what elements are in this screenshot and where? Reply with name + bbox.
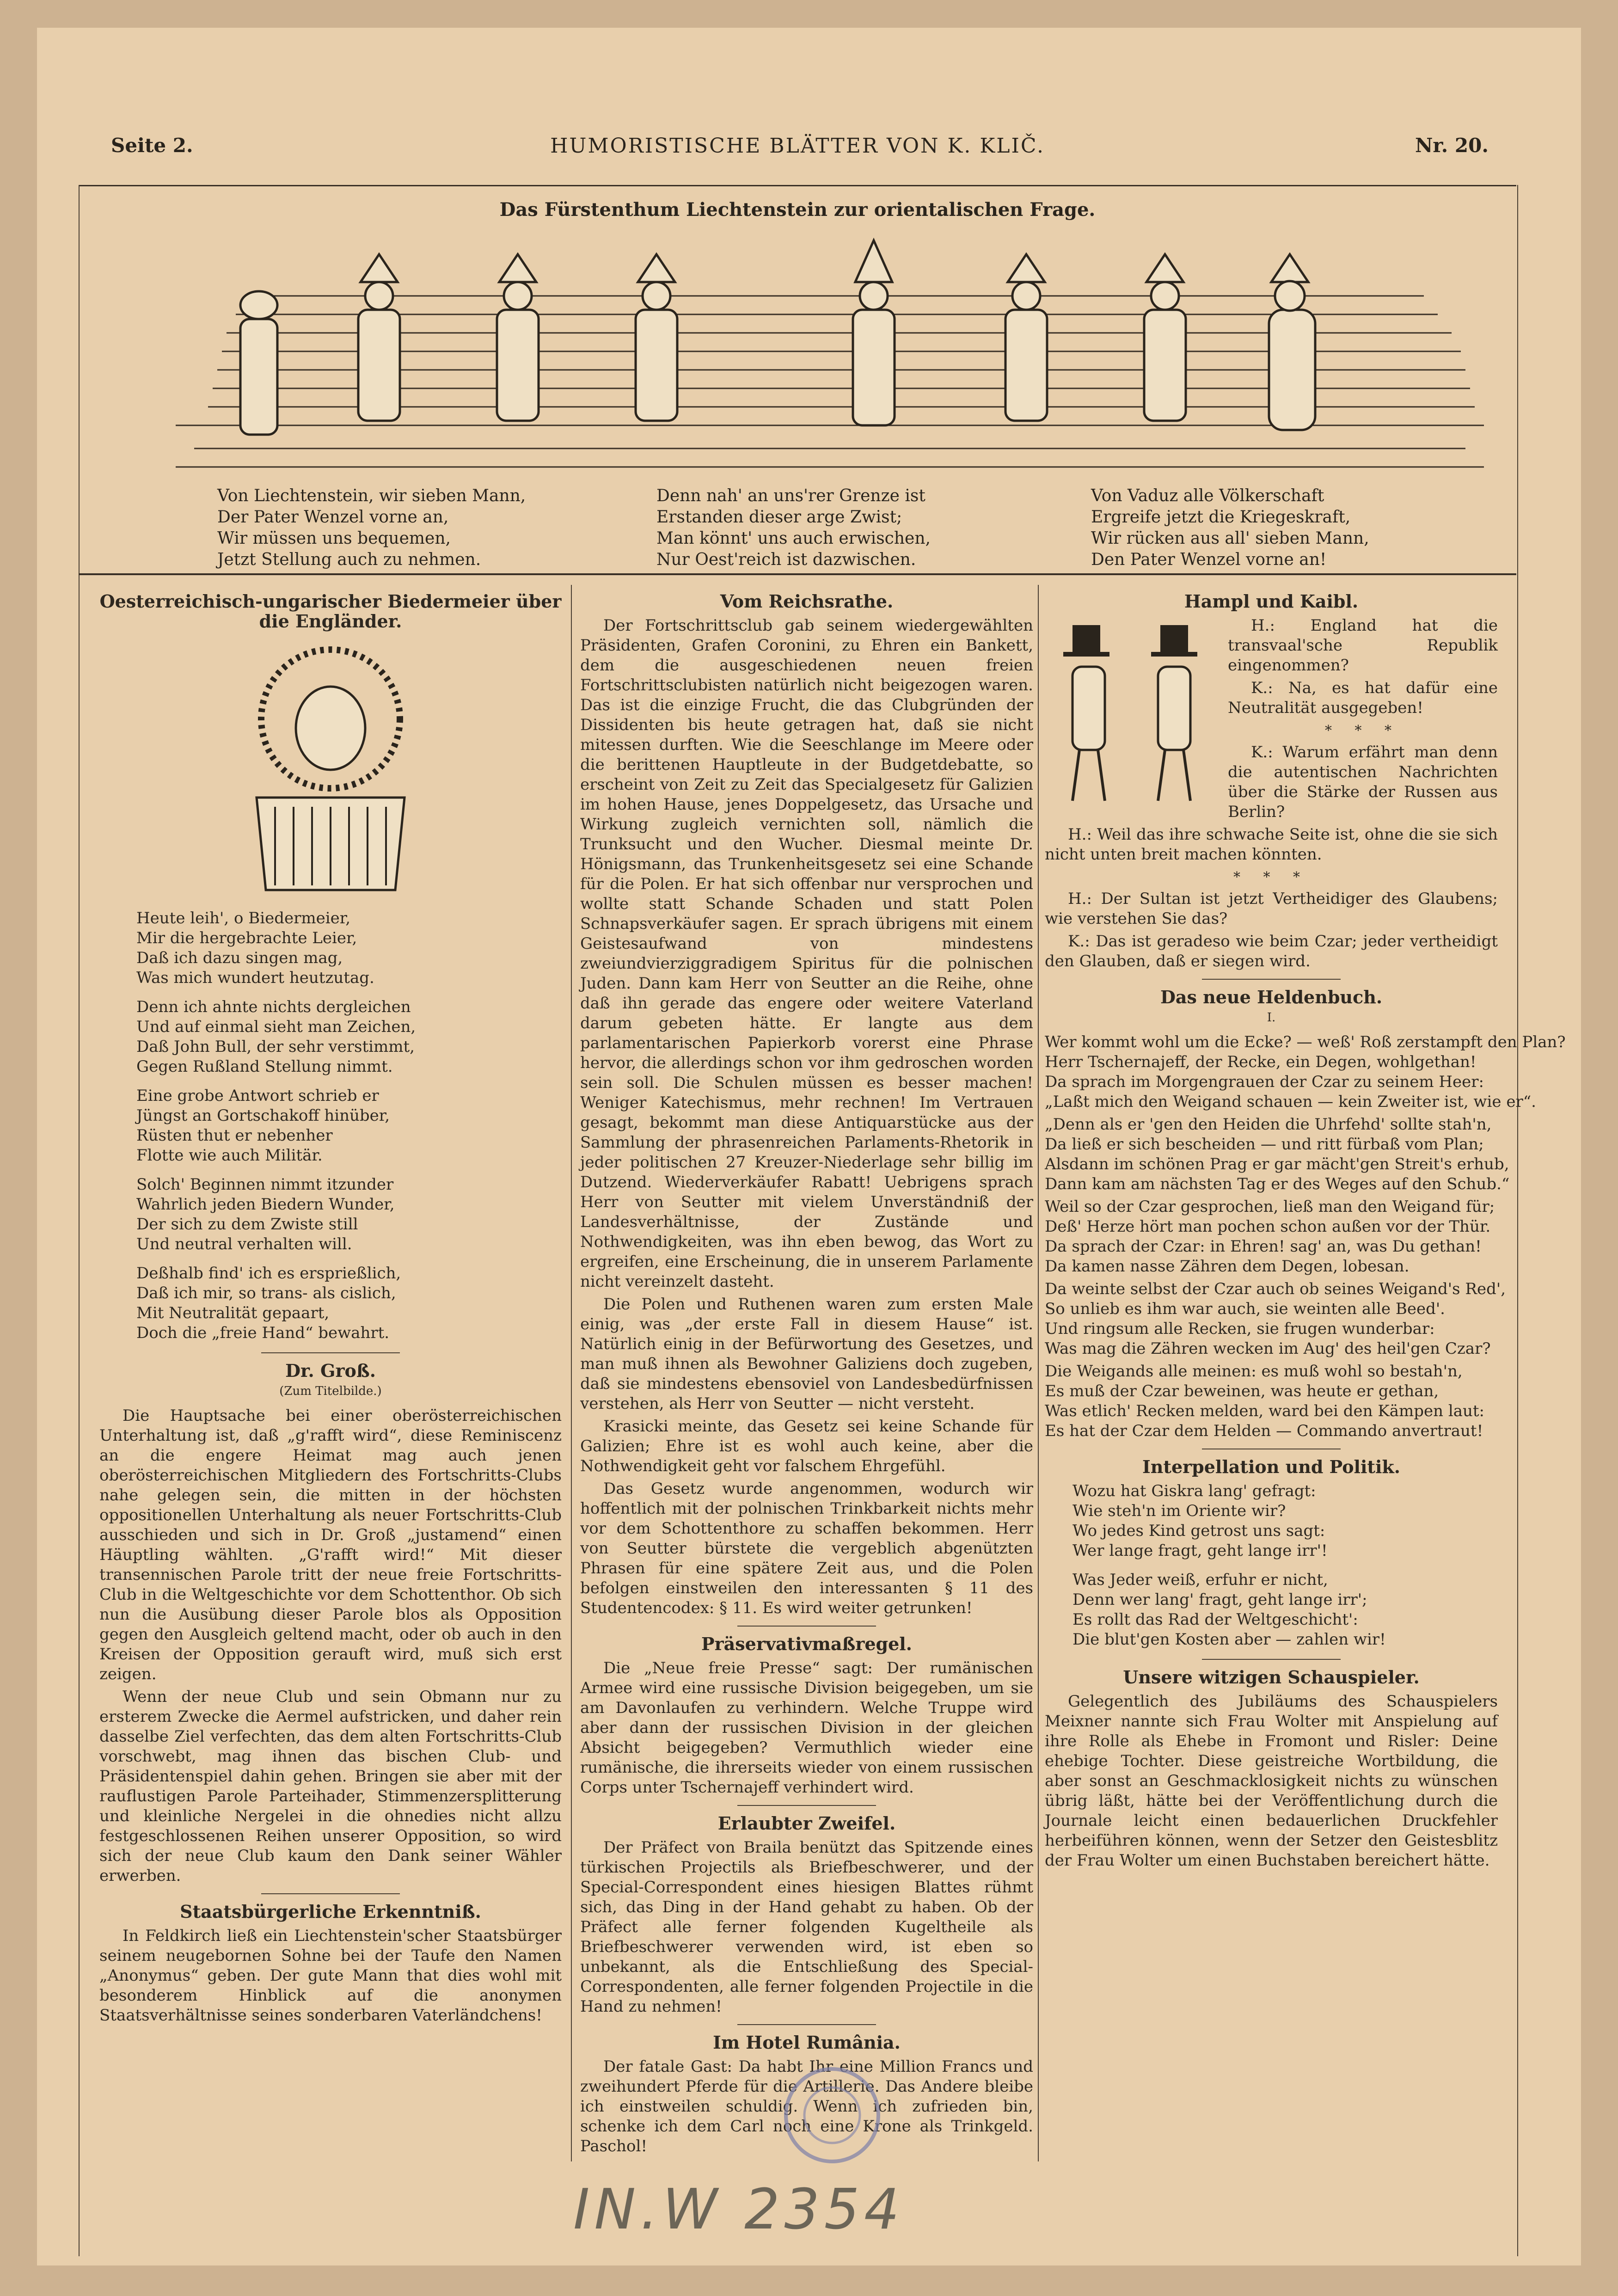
- article-heading: Oesterreichisch-ungarischer Biedermeier über die Engländer.: [99, 591, 562, 632]
- cartoon-verse-1: Von Liechtenstein, wir sieben Mann, Der Pater Wenzel vorne an, Wir müssen uns bequemen, Jetzt Stellung auch zu nehmen.: [217, 486, 526, 569]
- asterism: * * *: [1233, 869, 1310, 885]
- paragraph: Die „Neue freie Presse“ sagt: Der rumänischen Armee wird eine russische Division beigegeben, um sie am Davonlaufen zu verhindern. Welche Truppe wird aber dann der russischen Division in der gleichen Absicht beigegeben? Vermuthlich wieder eine rumänische, die ihrerseits wieder von einem russischen Corps unter Tschernajeff verhindert wird.: [580, 1659, 1033, 1797]
- paragraph: Die Polen und Ruthenen waren zum ersten Male einig, was „der erste Fall in diesem Hause“ ist. Natürlich einig in der Befürwortung des Gesetzes, und man muß ihnen als Bewohner Galiziens doch zugeben, daß sie mindestens ebensoviel von Landesbedürfnissen verstehen, als Herr von Seutter — nicht versteht.: [580, 1295, 1033, 1413]
- dialogue-line: H.: Der Sultan ist jetzt Vertheidiger des Glaubens; wie verstehen Sie das?: [1045, 890, 1498, 928]
- column-2: [580, 585, 1033, 2159]
- handwritten-shelfmark: IN.W 2354: [573, 2178, 904, 2242]
- paragraph: In Feldkirch ließ ein Liechtenstein'scher Staatsbürger seinem neugebornen Sohne bei der Taufe den Namen „Anonymus“ geben. Der gute Mann that dies wohl mit besonderem Hinblick auf die anonymen Staatsverhältnisse seines sonderbaren Vaterländchens!: [99, 1927, 562, 2025]
- column-3: [1045, 585, 1510, 1873]
- poem-stanza: Denn ich ahnte nichts dergleichen Und auf einmal sieht man Zeichen, Daß John Bull, der sehr verstimmt, Gegen Rußland Stellung nimmt.: [136, 998, 416, 1076]
- separator: [1202, 1659, 1341, 1660]
- paragraph: Das Gesetz wurde angenommen, wodurch wir hoffentlich mit der polnischen Trinkbarkeit nichts mehr vor dem Schottenthore zu schaffen bekommen. Herr von Seutter bürstete die vergeblich abgenützten Phrasen für eine spätere Zeit aus, und die Polen befolgen einstweilen den interessanten § 11 des Studentencodex: § 11. Es wird weiter getrunken!: [580, 1480, 1033, 1617]
- paragraph: Der fatale Gast: Da habt Ihr eine Million Francs und zweihundert Pferde für die Artillerie. Das Andere bleibe ich einstweilen schuldig. Wenn ich zufrieden bin, schenke ich dem Carl noch eine Krone als Trinkgeld. Paschol!: [580, 2057, 1033, 2155]
- poem-stanza: Eine grobe Antwort schrieb er Jüngst an Gortschakoff hinüber, Rüsten thut er nebenher Flotte wie auch Militär.: [136, 1087, 390, 1165]
- dialogue-line: K.: Warum erfährt man denn die autentischen Nachrichten über die Stärke der Russen aus Berlin?: [1228, 743, 1498, 821]
- masthead: HUMORISTISCHE BLÄTTER VON K. KLIČ.: [550, 134, 1045, 158]
- hampl-kaibl-illustration: [1045, 616, 1220, 810]
- cartoon-verse-3: Von Vaduz alle Völkerschaft Ergreife jetzt die Kriegeskraft, Wir rücken aus all' sieben Mann, Den Pater Wenzel vorne an!: [1091, 486, 1369, 569]
- paragraph: Gelegentlich des Jubiläums des Schauspielers Meixner nannte sich Frau Wolter mit Anspielung auf ihre Rolle als Ehebe in Fromont und Risler: Deine ehebige Tochter. Diese geistreiche Wortbildung, die aber sonst an Geschmacklosigkeit nichts zu wünschen übrig läßt, hätte bei der Veröffentlichung durch die Journale leicht einen bedauerlichen Druckfehler herbeiführen können, wenn der Setzer den Geistesblitz der Frau Wolter um einen Buchstaben bereichert hätte.: [1045, 1692, 1498, 1870]
- dialogue-line: H.: England hat die transvaal'sche Republik eingenommen?: [1228, 616, 1498, 675]
- issue-number: Nr. 20.: [1415, 134, 1489, 157]
- poem-stanza: Solch' Beginnen nimmt itzunder Wahrlich jeden Biedern Wunder, Der sich zu dem Zwiste still Und neutral verhalten will.: [136, 1175, 395, 1253]
- heldenbuch-stanza: Die Weigands alle meinen: es muß wohl so bestah'n, Es muß der Czar beweinen, was heute er gethan, Was etlich' Recken melden, ward bei den Kämpen laut: Es hat der Czar dem Helden — Commando anvertraut!: [1045, 1362, 1484, 1440]
- article-heading: Hampl und Kaibl.: [1184, 591, 1359, 612]
- heldenbuch-stanza: Wer kommt wohl um die Ecke? — weß' Roß zerstampft Herr Tschernajeff, der Recke, ein Degen, wohlgethan! Da sprach im Morgengrauen der Czar zu seinem Heer: „Laßt mich den Weigand schauen — kein Zweiter ist, wie: [1045, 1033, 1502, 1111]
- heldenbuch-stanza: „Denn als er 'gen den Heiden die Uhrfehd' sollte stah'n, Da ließ er sich bescheiden — und ritt fürbaß vom Plan; Alsdann im schönen Prag er gar mächt'gen Streit's erhub, Dann kam am nächsten Tag er des Weges auf den Schub.“: [1045, 1115, 1510, 1193]
- page-number: Seite 2.: [111, 134, 193, 157]
- dialogue-line: K.: Na, es hat dafür eine Neutralität ausgegeben!: [1228, 679, 1498, 717]
- accordion-player-illustration: [201, 640, 460, 899]
- page-header: [79, 125, 1516, 186]
- separator: [737, 1805, 876, 1806]
- paragraph: Der Fortschrittsclub gab seinem wiedergewählten Präsidenten, Grafen Coronini, zu Ehren ein Bankett, dem die ausgeschiedenen neuen freien Fortschrittsclubisten natürlich nicht beigezogen waren. Das ist die einzige Frucht, die das Clubgründen der Dissidenten bis heute getragen hat, daß sie nicht mitessen durften. Wie die Seeschlange im Meere oder die berittenen Hauptleute in der Budgetdebatte, so erscheint von Zeit zu Zeit das Specialgesetz für Galizien im hohen Hause, jenes Doppelgesetz, das Ursache und Wirkung zugleich vernichten soll, nämlich die Trunksucht und den Wucher. Diesmal meinte Dr. Hönigsmann, das Trunkenheitsgesetz sei eine Schande für die Polen. Er hat sich offenbar nur versprochen und wollte statt Schande Schaden und statt Polen Schnapsverkäufer sagen. Er sprach übrigens mit einem Geistesaufwand von mindestens zweiundvierziggradigem Spiritus für die polnischen Juden. Dann kam Herr von Seutter an die Reihe, ohne daß ihn gerade das engere oder weitere Vaterland darum gebeten hätte. Er langte aus dem parlamentarischen Papierkorb vorerst eine Phrase hervor, die allerdings schon vor ihm gedroschen worden sein soll. Die Schulen müssen es besser machen! Weniger Katechismus, mehr rechnen! Im Vertrauen gesagt, bekommt man diese Antiquarstücke aus der Sammlung der phrasenreichen Parlaments-Rhetorik in jeder politischen 27 Kreuzer-Niederlage sehr billig im Dutzend. Wiederverkäufer Rabatt! Uebrigens sprach Herr von Seutter mit vielem Unverständniß der Landesverhältnisse, der Zustände und Nothwendigkeiten, was ihn eben bewog, das Wort zu ergreifen, eine Erscheinung, die in unserem Parlamente nicht vereinzelt dasteht.: [580, 616, 1033, 1291]
- column-rule-2: [1038, 585, 1039, 2161]
- soldiers-illustration: [176, 231, 1484, 490]
- paragraph: Die Hauptsache bei einer oberösterreichischen Unterhaltung ist, daß „g'rafft wird“, diese Reminiscenz an die engere Heimat mag auch jenen oberösterreichischen Mitgliedern des Fortschritts-Clubs nahe gelegen sein, die mitten in der höchsten oppositionellen Unterhaltung als neuer Fortschritts-Club ausschieden und sich in Dr. Groß „justamend“ einen Häuptling wählten. „G'rafft wird!“ Mit dieser transennischen Parole tritt der neue freie Fortschritts-Club in die Weltgeschichte vor dem Schottenthor. Ob sich nun die Ausübung dieser Parole blos als Opposition gegen den Ausgleich geltend macht, oder ob auch in den Kreisen der Opposition gerauft wird, muß sich erst zeigen.: [99, 1406, 562, 1683]
- dialogue-line: K.: Das ist geradeso wie beim Czar; jeder vertheidigt den Glauben, daß er siegen wird.: [1045, 932, 1498, 970]
- column-rule-1: [571, 585, 572, 2161]
- paragraph: Wenn der neue Club und sein Obmann nur zu ersterem Zwecke die Aermel aufstricken, und daher rein dasselbe Ziel verfechten, das dem alten Fortschritts-Club vorschwebt, mag ihnen das bischen Club- und Präsidentenspiel dahin gehen. Bringen sie aber mit der rauflustigen Parole Parteihader, Stimmenzersplitterung und kleinliche Nergelei in die ohnedies nicht allzu festgeschlossenen Reihen unserer Opposition, so wird sich der neue Club kaum den Dank seiner Wähler erwerben.: [99, 1688, 562, 1885]
- dialogue-line: H.: Weil das ihre schwache Seite ist, ohne die sie sich nicht unten breit machen könnten.: [1045, 825, 1498, 864]
- asterism: * * *: [1324, 723, 1401, 739]
- poem-stanza: Was Jeder weiß, erfuhr er nicht, Denn wer lang' fragt, geht lange irr'; Es rollt das Rad der Weltgeschicht': Die blut'gen Kosten aber — zahlen wir!: [1073, 1571, 1386, 1649]
- separator: [737, 2024, 876, 2025]
- article-heading: Im Hotel Rumânia.: [713, 2032, 901, 2053]
- article-heading: Staatsbürgerliche Erkenntniß.: [180, 1901, 481, 1922]
- heldenbuch-stanza: Da weinte selbst der Czar auch ob seines Weigand's Red', So unlieb es ihm war auch, sie weinten alle Beed'. Und ringsum alle Recken, sie frugen wunderbar: Was mag die Zähren wecken im Aug' des heil'gen Czar?: [1045, 1280, 1506, 1358]
- article-subheading: I.: [1267, 1011, 1276, 1025]
- article-subheading: (Zum Titelbilde.): [279, 1384, 382, 1398]
- article-heading: Unsere witzigen Schauspieler.: [1123, 1667, 1420, 1688]
- article-heading: Dr. Groß.: [285, 1360, 376, 1381]
- separator: [261, 1893, 400, 1894]
- cartoon-title: Das Fürstenthum Liechtenstein zur orientalischen Frage.: [499, 199, 1096, 221]
- poem-stanza: Deßhalb find' ich es ersprießlich, Daß ich mir, so trans- als cislich, Mit Neutralität gepaart, Doch die „freie Hand“ bewahrt.: [136, 1264, 401, 1342]
- column-1: [99, 585, 562, 2028]
- library-stamp: [777, 2060, 888, 2171]
- poem-stanza: Heute leih', o Biedermeier, Mir die hergebrachte Leier, Daß ich dazu singen mag, Was mich wundert heutzutag.: [136, 909, 374, 987]
- separator: [261, 1352, 400, 1353]
- article-heading: Interpellation und Politik.: [1142, 1456, 1400, 1477]
- paragraph: Krasicki meinte, das Gesetz sei keine Schande für Galizien; Ehre ist es wohl auch keine, aber die Nothwendigkeit geht vor falschem Ehrgefühl.: [580, 1417, 1033, 1475]
- article-heading: Vom Reichsrathe.: [720, 591, 894, 612]
- cartoon-verse-2: Denn nah' an uns'rer Grenze ist Erstanden dieser arge Zwist; Man könnt' uns auch erwischen, Nur Oest'reich ist dazwischen.: [656, 486, 931, 569]
- separator: [737, 1626, 876, 1627]
- article-heading: Erlaubter Zweifel.: [717, 1813, 896, 1834]
- section-divider: [79, 573, 1516, 575]
- article-heading: Präservativmaßregel.: [701, 1633, 912, 1654]
- paragraph: Der Präfect von Braila benützt das Spitzende eines türkischen Projectils als Briefbeschwerer, und der Special-Correspondent eines hiesigen Blattes rühmt sich, das Ding in der Hand gehabt zu haben. Ob der Präfect alle ferner folgenden Kugeltheile als Briefbeschwerer verwenden wird, ist eben so unbekannt, als die Entschließung des Special-Correspondenten, alle ferner folgenden Projectile in die Hand zu nehmen!: [580, 1838, 1033, 2016]
- poem-stanza: Wozu hat Giskra lang' gefragt: Wie steh'n im Oriente wir? Wo jedes Kind getrost uns sagt: Wer lange fragt, geht lange irr'!: [1073, 1482, 1328, 1560]
- separator: [1202, 979, 1341, 980]
- heldenbuch-stanza: Weil so der Czar gesprochen, ließ man den Weigand für; Deß' Herze hört man pochen schon außen vor der Thür. Da sprach der Czar: in Ehren! sag' an, was Du gethan! Da kamen nasse Zähren dem Degen, lobesan.: [1045, 1197, 1495, 1276]
- article-heading: Das neue Heldenbuch.: [1160, 987, 1383, 1007]
